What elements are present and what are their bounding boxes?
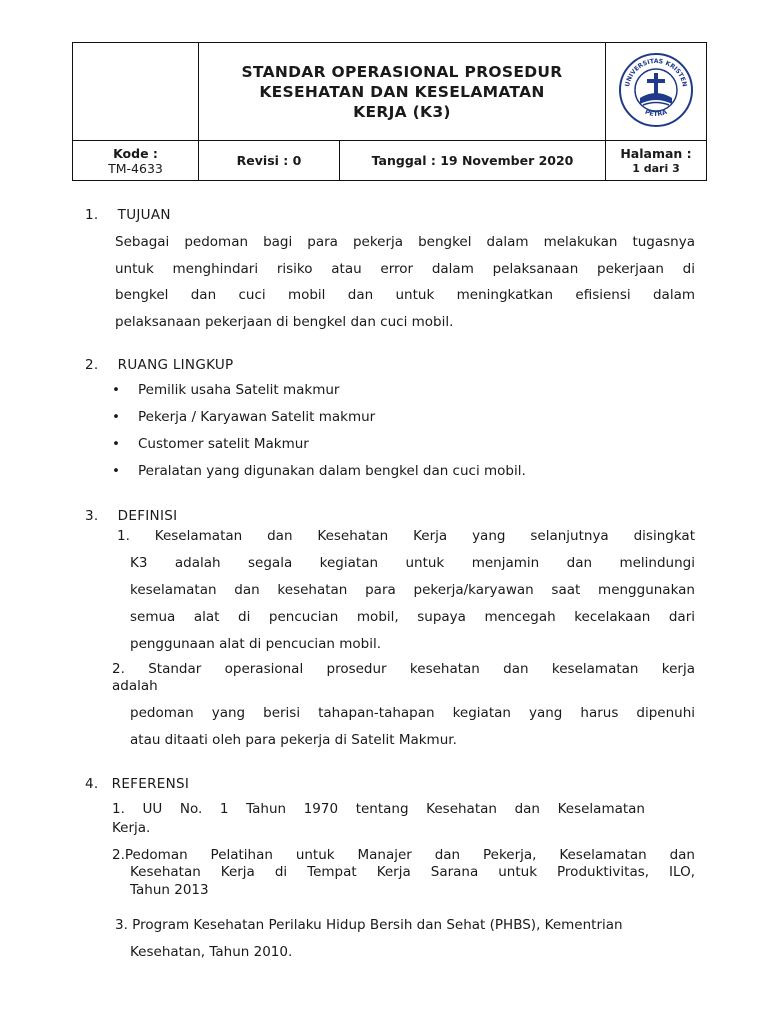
referensi-3-line: Kesehatan, Tahun 2010. — [130, 944, 293, 960]
definisi-item-2-line: adalah — [112, 678, 158, 694]
title-line-3: KERJA (K3) — [353, 102, 451, 121]
definisi-item-2-line: pedoman yang berisi tahapan-tahapan kegiatan yang harus dipenuhi — [130, 705, 695, 721]
tanggal-cell: Tanggal : 19 November 2020 — [340, 141, 606, 181]
definisi-item-1-line: penggunaan alat di pencucian mobil. — [130, 636, 382, 652]
referensi-2-line: Tahun 2013 — [130, 882, 209, 898]
definisi-item-1-line: keselamatan dan kesehatan para pekerja/karyawan saat menggunakan — [130, 582, 695, 598]
section-title: RUANG LINGKUP — [117, 357, 234, 373]
section-ruang-lingkup-heading — [85, 357, 234, 373]
title-line-1: STANDAR OPERASIONAL PROSEDUR — [241, 62, 563, 81]
definisi-item-2-line: atau ditaati oleh para pekerja di Satelit Makmur. — [130, 732, 457, 748]
halaman-label: Halaman : — [620, 145, 692, 161]
definisi-item-1-line: K3 adalah segala kegiatan untuk menjamin dan melindungi — [130, 555, 695, 571]
section-title: DEFINISI — [117, 508, 178, 524]
list-item: • Customer satelit Makmur — [112, 436, 309, 452]
halaman-value: 1 dari 3 — [632, 161, 680, 175]
document-title — [199, 43, 606, 141]
list-item: • Pemilik usaha Satelit makmur — [112, 382, 340, 398]
svg-text:UNIVERSITAS KRISTEN: UNIVERSITAS KRISTEN — [624, 57, 688, 87]
logo-cell — [606, 43, 707, 141]
bullet-icon: • — [112, 409, 120, 425]
section-number: 4. — [85, 776, 99, 792]
section-title: TUJUAN — [117, 207, 171, 223]
section-referensi-heading — [85, 776, 189, 792]
tujuan-line: pelaksanaan pekerjaan di bengkel dan cuci mobil. — [115, 313, 454, 330]
section-number: 1. — [85, 207, 99, 223]
halaman-cell — [606, 141, 707, 181]
section-number: 2. — [85, 357, 99, 373]
referensi-2-line: 2.Pedoman Pelatihan untuk Manajer dan Pekerja, Keselamatan dan — [112, 847, 695, 863]
referensi-2-line: Kesehatan Kerja di Tempat Kerja Sarana untuk Produktivitas, ILO, — [130, 864, 695, 880]
list-item: • Pekerja / Karyawan Satelit makmur — [112, 409, 376, 425]
bullet-icon: • — [112, 436, 120, 452]
section-tujuan-heading — [85, 207, 171, 223]
referensi-1-line: Kerja. — [112, 820, 151, 836]
tujuan-line: bengkel dan cuci mobil dan untuk meningkatkan efisiensi dalam — [115, 287, 695, 303]
title-line-2: KESEHATAN DAN KESELAMATAN — [259, 82, 545, 101]
header-blank-cell — [73, 43, 199, 141]
svg-text:PETRA: PETRA — [643, 107, 669, 118]
definisi-item-2-line: 2. Standar operasional prosedur kesehatan dan keselamatan kerja — [112, 661, 695, 677]
kode-cell — [73, 141, 199, 181]
definisi-item-1-line: semua alat di pencucian mobil, supaya mencegah kecelakaan dari — [130, 609, 695, 625]
section-definisi-heading — [85, 508, 177, 524]
kode-value: TM-4633 — [108, 160, 163, 176]
bullet-icon: • — [112, 382, 120, 398]
bullet-icon: • — [112, 463, 120, 479]
tujuan-line: untuk menghindari risiko atau error dalam pelaksanaan pekerjaan di — [115, 260, 695, 277]
definisi-item-1-line: 1. Keselamatan dan Kesehatan Kerja yang selanjutnya disingkat — [117, 528, 695, 544]
kode-label: Kode : — [113, 145, 158, 161]
list-item: • Peralatan yang digunakan dalam bengkel dan cuci mobil. — [112, 463, 526, 479]
university-logo — [618, 52, 694, 128]
section-title: REFERENSI — [111, 776, 190, 792]
referensi-3-line: 3. Program Kesehatan Perilaku Hidup Bersih dan Sehat (PHBS), Kementrian — [115, 917, 623, 933]
tujuan-paragraph — [115, 229, 695, 335]
referensi-1-line: 1. UU No. 1 Tahun 1970 tentang Kesehatan dan Keselamatan — [112, 801, 645, 817]
section-number: 3. — [85, 508, 99, 524]
revisi-cell: Revisi : 0 — [199, 141, 340, 181]
tujuan-line: Sebagai pedoman bagi para pekerja bengkel dalam melakukan tugasnya — [115, 234, 695, 250]
header-table — [72, 42, 707, 181]
